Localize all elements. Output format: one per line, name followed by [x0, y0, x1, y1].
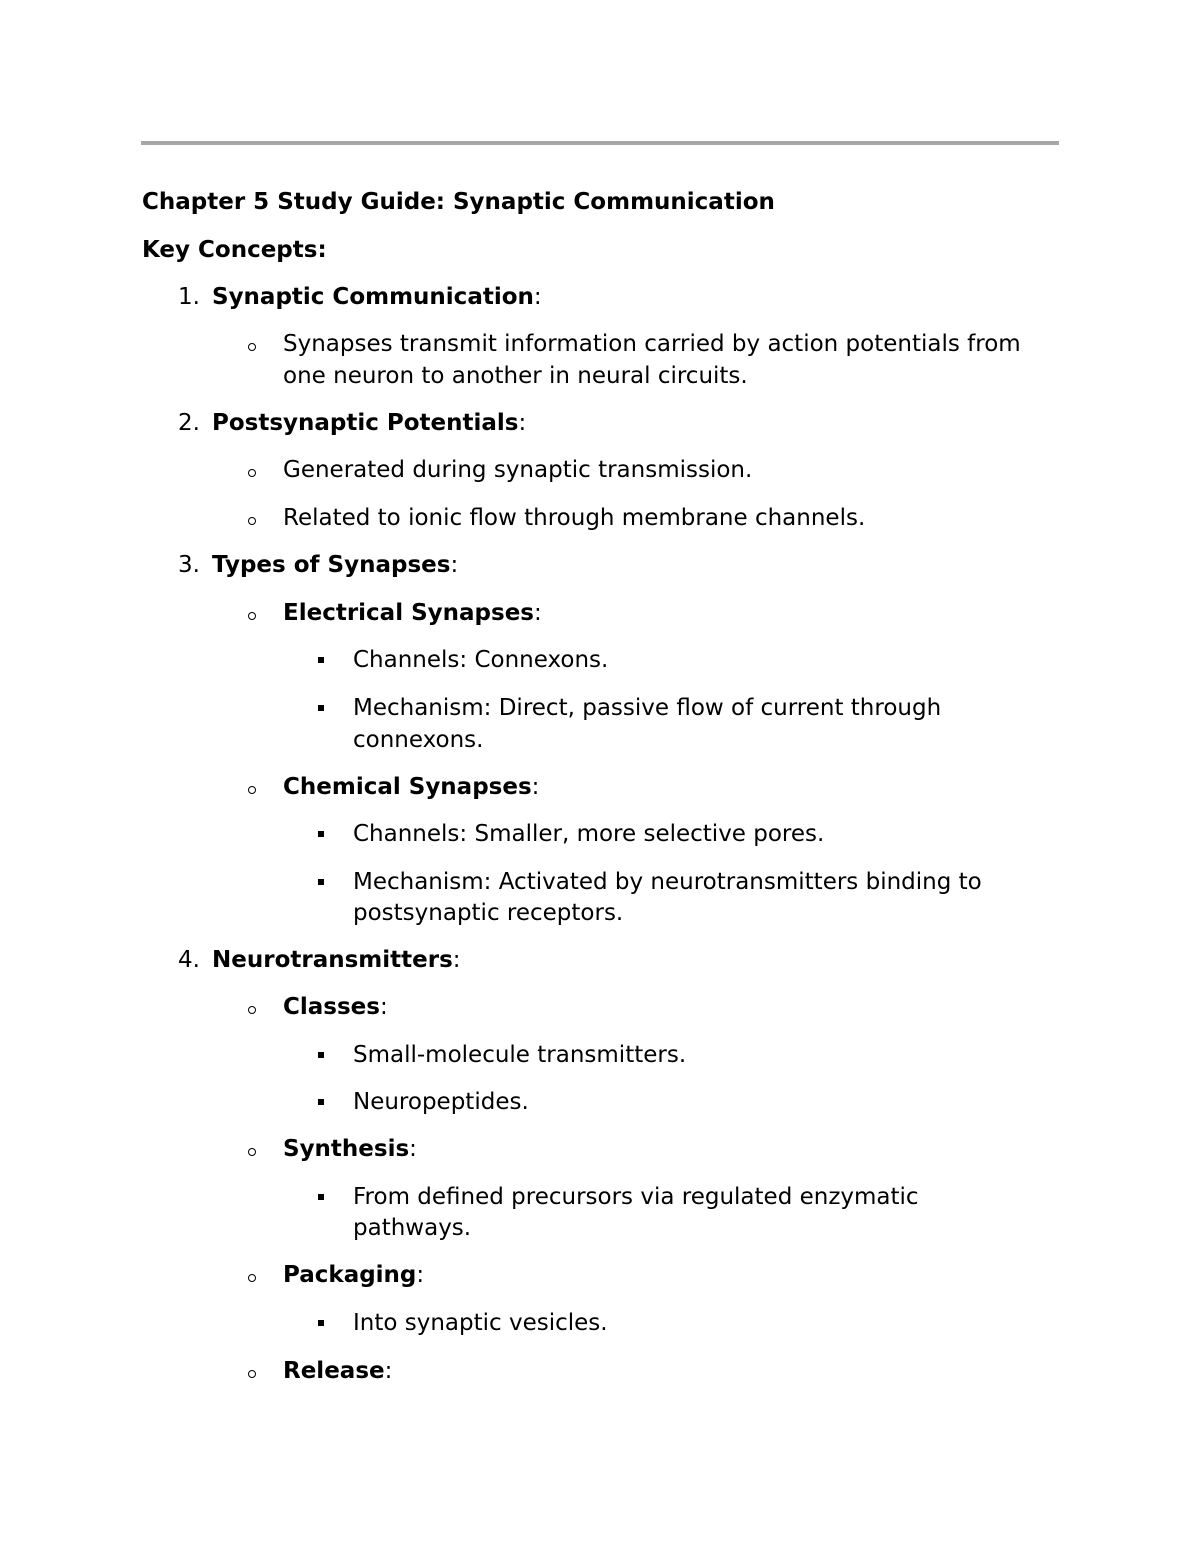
hollow-bullet-icon	[248, 517, 256, 525]
sub-bullet-text: postsynaptic receptors.	[353, 900, 624, 926]
subsection-label: Classes	[283, 994, 380, 1020]
section-heading: Key Concepts:	[142, 237, 327, 263]
square-bullet-icon	[318, 1320, 324, 1326]
bullet-text: one neuron to another in neural circuits.	[283, 363, 748, 389]
colon: :	[384, 1358, 393, 1384]
square-bullet-icon	[318, 1052, 324, 1058]
bullet-text: Synapses transmit information carried by action potentials from	[283, 331, 1021, 357]
item-heading	[212, 549, 458, 581]
subsection-label: Synthesis	[283, 1136, 410, 1162]
sub-bullet-text: Mechanism: Direct, passive flow of current through	[353, 695, 942, 721]
item-label: Types of Synapses	[212, 552, 451, 578]
sub-bullet-text: Neuropeptides.	[353, 1089, 529, 1115]
hollow-bullet-icon	[248, 1274, 256, 1282]
colon: :	[534, 600, 542, 626]
item-label: Neurotransmitters	[212, 947, 453, 973]
hollow-bullet-icon	[248, 1148, 256, 1156]
item-number: 3.	[178, 552, 200, 578]
square-bullet-icon	[318, 879, 324, 885]
hollow-bullet-icon	[248, 1370, 256, 1378]
subsection-heading	[283, 1355, 392, 1387]
sub-bullet-text: Into synaptic vesicles.	[353, 1310, 608, 1336]
item-label: Synaptic Communication	[212, 284, 534, 310]
colon: :	[518, 410, 527, 436]
item-number: 1.	[178, 284, 200, 310]
subsection-heading	[283, 991, 388, 1023]
item-label: Postsynaptic Potentials	[212, 410, 519, 436]
subsection-heading	[283, 1133, 417, 1165]
hollow-bullet-icon	[248, 786, 256, 794]
square-bullet-icon	[318, 1194, 324, 1200]
sub-bullet-text: Channels: Smaller, more selective pores.	[353, 821, 825, 847]
subsection-label: Electrical Synapses	[283, 600, 534, 626]
square-bullet-icon	[318, 1099, 324, 1105]
hollow-bullet-icon	[248, 343, 256, 351]
header-rule	[141, 141, 1059, 145]
sub-bullet-text: Channels: Connexons.	[353, 647, 609, 673]
bullet-text: Generated during synaptic transmission.	[283, 457, 753, 483]
hollow-bullet-icon	[248, 612, 256, 620]
colon: :	[452, 947, 461, 973]
sub-bullet-text: Small-molecule transmitters.	[353, 1042, 687, 1068]
square-bullet-icon	[318, 831, 324, 837]
item-heading	[212, 407, 526, 439]
subsection-heading	[283, 597, 542, 629]
hollow-bullet-icon	[248, 469, 256, 477]
subsection-label: Chemical Synapses	[283, 774, 532, 800]
subsection-label: Release	[283, 1358, 385, 1384]
item-heading	[212, 944, 461, 976]
square-bullet-icon	[318, 657, 324, 663]
colon: :	[409, 1136, 417, 1162]
document-title: Chapter 5 Study Guide: Synaptic Communication	[142, 189, 775, 215]
colon: :	[450, 552, 459, 578]
item-number: 4.	[178, 947, 200, 973]
subsection-heading	[283, 771, 539, 803]
sub-bullet-text: connexons.	[353, 727, 484, 753]
bullet-text: Related to ionic flow through membrane channels.	[283, 505, 866, 531]
sub-bullet-text: Mechanism: Activated by neurotransmitters binding to	[353, 869, 982, 895]
sub-bullet-text: From defined precursors via regulated enzymatic	[353, 1184, 919, 1210]
colon: :	[379, 994, 388, 1020]
colon: :	[533, 284, 542, 310]
item-number: 2.	[178, 410, 200, 436]
colon: :	[416, 1262, 425, 1288]
sub-bullet-text: pathways.	[353, 1215, 472, 1241]
subsection-label: Packaging	[283, 1262, 417, 1288]
subsection-heading	[283, 1259, 424, 1291]
hollow-bullet-icon	[248, 1006, 256, 1014]
item-heading	[212, 281, 542, 313]
colon: :	[531, 774, 540, 800]
square-bullet-icon	[318, 705, 324, 711]
